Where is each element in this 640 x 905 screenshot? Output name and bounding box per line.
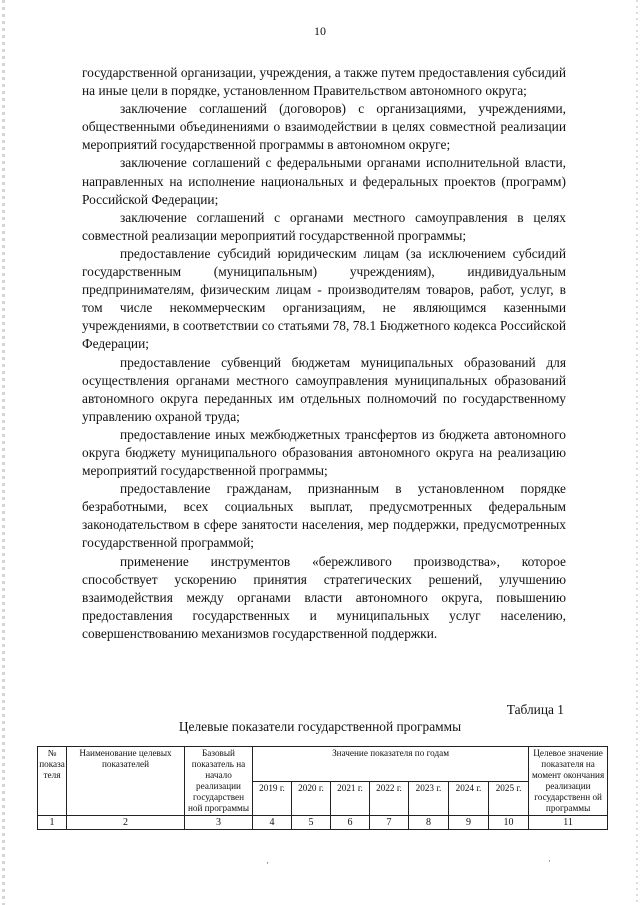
column-number: 9 (449, 816, 489, 830)
paragraph: заключение соглашений с федеральными органами исполнительной власти, направленных на исполнение национальных и федеральных проектов (программ) Российской Федерации; (82, 155, 566, 207)
scan-edge-right (636, 0, 638, 905)
column-number: 6 (331, 816, 370, 830)
table-column-number-row (38, 816, 608, 830)
header-values-by-year: Значение показателя по годам (253, 747, 529, 782)
paragraph: государственной организации, учреждения, а также путем предоставления субсидий на иные цели в порядке, установленном Правительством автономного округа; (82, 65, 566, 99)
column-number: 2 (67, 816, 185, 830)
paragraph: заключение соглашений (договоров) с организациями, учреждениями, общественными объединениями о взаимодействии в целях совместной реализации мероприятий государственной программы в автономном округе; (82, 101, 566, 153)
header-year: 2023 г. (409, 781, 449, 816)
paragraph: предоставление субсидий юридическим лицам (за исключением субсидий государственным (муниципальным) учреждениям), индивидуальным предпринимателям, физическим лицам - производителям товаров, работ, услуг, в том числе некоммерческим организациям, не являющимся казенными учреждениями, в соответствии со статьями 78, 78.1 Бюджетного кодекса Российской Федерации; (82, 245, 566, 352)
scan-edge-left (2, 0, 5, 905)
column-number: 3 (185, 816, 253, 830)
paragraph: заключение соглашений с органами местного самоуправления в целях совместной реализации мероприятий государственной программы; (82, 209, 566, 243)
column-number: 4 (253, 816, 292, 830)
column-number: 11 (529, 816, 608, 830)
column-number: 8 (409, 816, 449, 830)
header-base-value: Базовый показатель на начало реализации государствен ной программы (185, 747, 253, 816)
table-header-row (38, 747, 608, 782)
paragraph: применение инструментов «бережливого производства», которое способствует ускорению принятия стратегических решений, улучшению взаимодействия между органами власти автономного округа, повышению предоставления государственных и муниципальных услуг населению, совершенствованию механизмов государственной поддержки. (82, 553, 566, 641)
header-target-value: Целевое значение показателя на момент окончания реализации государственн ой программы (529, 747, 608, 816)
paragraph: предоставление субвенций бюджетам муниципальных образований для осуществления органами местного самоуправления муниципальных образований автономного округа переданных им отдельных полномочий по государственному управлению охраной труда; (82, 354, 566, 424)
column-number: 1 (38, 816, 67, 830)
header-year: 2022 г. (370, 781, 409, 816)
body-text (82, 64, 566, 643)
column-number: 5 (292, 816, 331, 830)
column-number: 10 (489, 816, 529, 830)
target-indicators-table (37, 746, 608, 830)
header-year: 2020 г. (292, 781, 331, 816)
header-indicator-name: Наименование целевых показателей (67, 747, 185, 816)
paragraph: предоставление иных межбюджетных трансфертов из бюджета автономного округа бюджету муниципального образования автономного округа на реализацию мероприятий государственной программы; (82, 426, 566, 479)
header-number: № показа теля (38, 747, 67, 816)
column-number: 7 (370, 816, 409, 830)
scan-speck: · (266, 858, 269, 868)
paragraph: предоставление гражданам, признанным в установленном порядке безработными, всех социальных выплат, предусмотренных федеральным законодательством в сфере занятости населения, мер поддержки, предусмотренных государственной программой; (82, 481, 566, 551)
table-title: Целевые показатели государственной программы (178, 719, 462, 734)
header-year: 2024 г. (449, 781, 489, 816)
header-year: 2025 г. (489, 781, 529, 816)
header-year: 2019 г. (253, 781, 292, 816)
scan-speck: · (548, 856, 551, 866)
table-caption: Таблица 1 (506, 702, 564, 717)
header-year: 2021 г. (331, 781, 370, 816)
page-number: 10 (314, 24, 326, 38)
